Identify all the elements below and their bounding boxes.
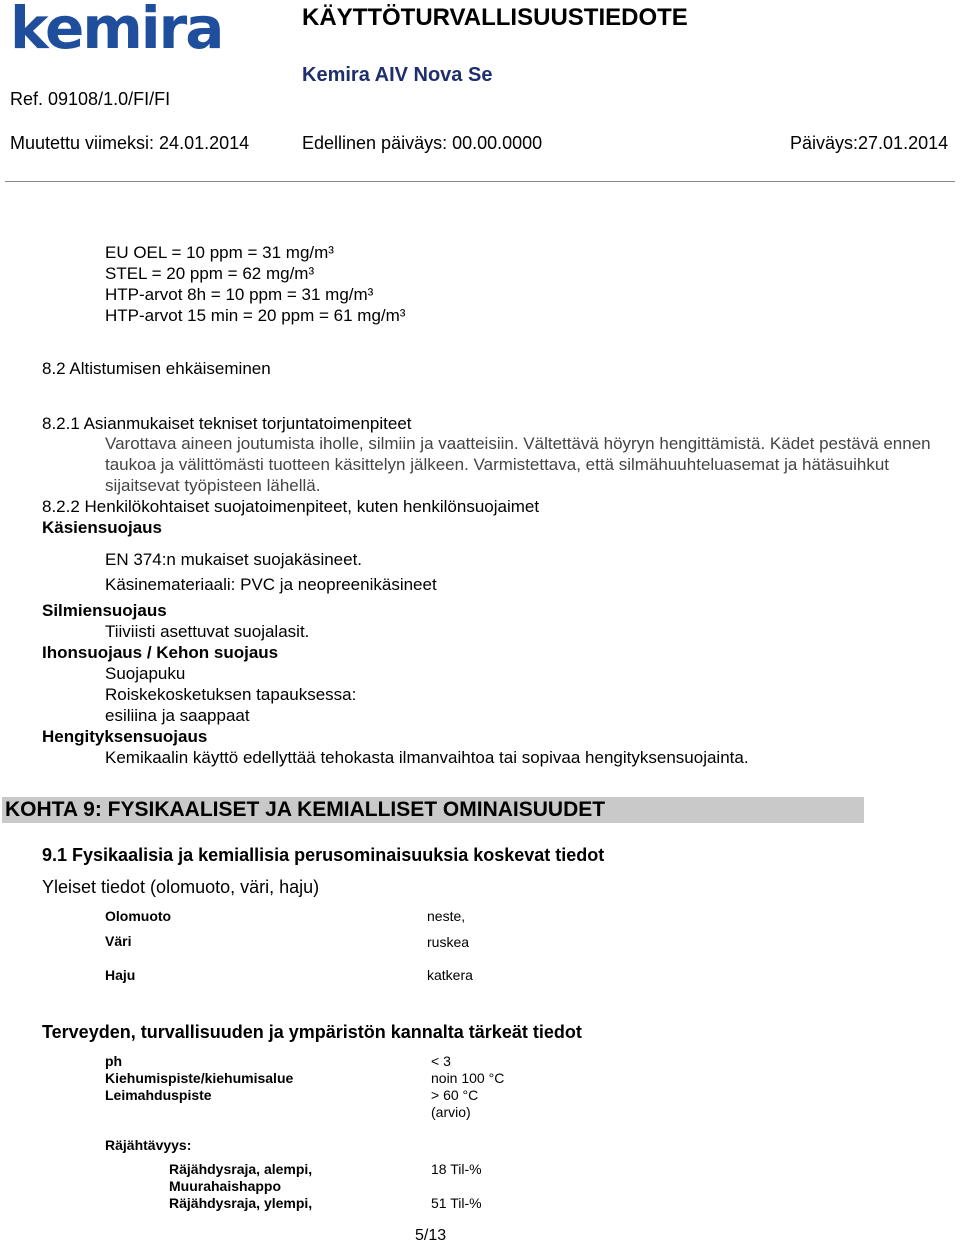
respiratory-protection-text: Kemikaalin käyttö edellyttää tehokasta ilmanvaihtoa tai sopivaa hengityksensuojainta. <box>105 748 749 767</box>
general-label-odour: Haju <box>105 967 136 983</box>
limit-htp-8h: HTP-arvot 8h = 10 ppm = 31 mg/m³ <box>105 285 374 304</box>
hand-protection-material: Käsinemateriaali: PVC ja neopreenikäsineet <box>105 575 437 594</box>
document-title: KÄYTTÖTURVALLISUUSTIEDOTE <box>302 4 688 31</box>
skin-protection-apron: esiliina ja saappaat <box>105 706 250 725</box>
hand-protection-standard: EN 374:n mukaiset suojakäsineet. <box>105 550 363 569</box>
page-number: 5/13 <box>415 1227 447 1244</box>
explosivity-heading: Räjähtävyys: <box>105 1137 192 1153</box>
prop-label-flash-point: Leimahduspiste <box>105 1087 212 1103</box>
limit-stel: STEL = 20 ppm = 62 mg/m³ <box>105 264 315 283</box>
prop-value-flash-point: > 60 °C <box>431 1087 479 1103</box>
prop-value-boiling-point: noin 100 °C <box>431 1070 505 1086</box>
skin-protection-heading: Ihonsuojaus / Kehon suojaus <box>42 643 279 662</box>
general-value-odour: katkera <box>427 967 473 983</box>
skin-protection-suit: Suojapuku <box>105 664 186 683</box>
section-9-title: KOHTA 9: FYSIKAALISET JA KEMIALLISET OMINAISUUDET <box>5 798 606 821</box>
reference: Ref. 09108/1.0/FI/FI <box>10 89 171 109</box>
prop-label-ph: ph <box>105 1053 123 1069</box>
issue-date: Päiväys:27.01.2014 <box>790 133 949 153</box>
section-8-2-1-title: 8.2.1 Asianmukaiset tekniset torjuntatoimenpiteet <box>42 414 412 433</box>
previous-date: Edellinen päiväys: 00.00.0000 <box>302 133 543 153</box>
general-label-state: Olomuoto <box>105 908 172 924</box>
product-name: Kemira AIV Nova Se <box>302 64 493 86</box>
prop-value-estimate: (arvio) <box>431 1104 471 1120</box>
explosive-limit-upper-label: Räjähdysraja, ylempi, <box>169 1195 313 1211</box>
eye-protection-heading: Silmiensuojaus <box>42 601 167 620</box>
general-value-colour: ruskea <box>427 934 470 950</box>
explosive-limit-upper-value: 51 Til-% <box>431 1195 482 1211</box>
limit-eu-oel: EU OEL = 10 ppm = 31 mg/m³ <box>105 243 334 262</box>
kemira-logo: kemira <box>10 0 223 62</box>
respiratory-protection-heading: Hengityksensuojaus <box>42 727 208 746</box>
skin-protection-splash: Roiskekosketuksen tapauksessa: <box>105 685 357 704</box>
explosive-limit-lower-label: Räjähdysraja, alempi, Muurahaishappo <box>169 1161 313 1194</box>
section-9-1-title: 9.1 Fysikaalisia ja kemiallisia perusominaisuuksia koskevat tiedot <box>42 845 605 865</box>
section-8-2-2-title: 8.2.2 Henkilökohtaiset suojatoimenpiteet, kuten henkilönsuojaimet <box>42 497 540 516</box>
eye-protection-text: Tiiviisti asettuvat suojalasit. <box>105 622 310 641</box>
section-8-2-title: 8.2 Altistumisen ehkäiseminen <box>42 359 271 378</box>
health-safety-heading: Terveyden, turvallisuuden ja ympäristön kannalta tärkeät tiedot <box>42 1022 582 1042</box>
limit-htp-15min: HTP-arvot 15 min = 20 ppm = 61 mg/m³ <box>105 306 406 325</box>
explosive-limit-lower-value: 18 Til-% <box>431 1161 482 1177</box>
header-divider <box>5 181 955 182</box>
section-8-2-1-text: Varottava aineen joutumista iholle, silmiin ja vaatteisiin. Vältettävä höyryn hengittämistä. Kädet pestävä ennen taukoa ja välittömästi tuotteen käsittelyn jälkeen. Varmistettava, että silmähuuhteluasemat ja hätäsuihkut sijaitsevat työpisteen lähellä. <box>105 434 931 495</box>
general-value-state: neste, <box>427 908 466 924</box>
prop-label-boiling-point: Kiehumispiste/kiehumisalue <box>105 1070 294 1086</box>
revised-date: Muutettu viimeksi: 24.01.2014 <box>10 133 250 153</box>
general-label-colour: Väri <box>105 933 132 949</box>
prop-value-ph: < 3 <box>431 1053 451 1069</box>
hand-protection-heading: Käsiensuojaus <box>42 518 162 537</box>
general-info-heading: Yleiset tiedot (olomuoto, väri, haju) <box>42 877 320 897</box>
